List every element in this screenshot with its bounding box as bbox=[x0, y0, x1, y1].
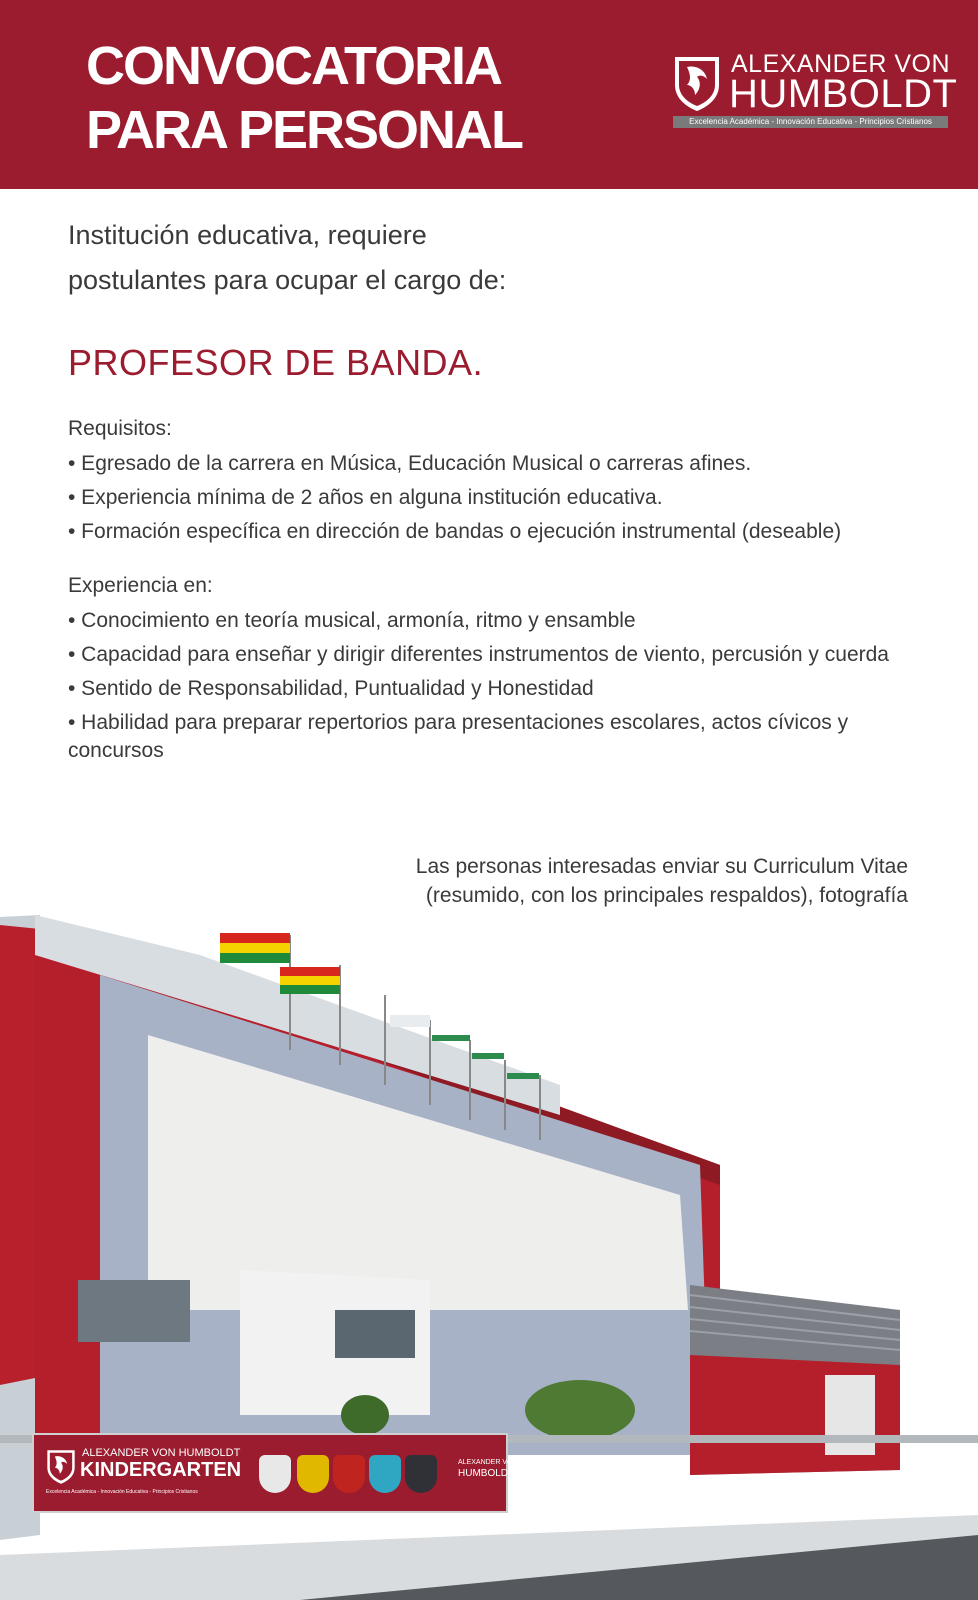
requirement-item: • Experiencia mínima de 2 años en alguna institución educativa. bbox=[68, 486, 663, 509]
right-banner-logo bbox=[444, 1449, 518, 1499]
school-badge-icon bbox=[259, 1455, 291, 1493]
requirements-heading: Requisitos: bbox=[68, 417, 172, 440]
brand-name-bottom: HUMBOLDT bbox=[729, 72, 958, 116]
page-title bbox=[86, 34, 522, 162]
kinder-name-bottom: KINDERGARTEN bbox=[80, 1459, 242, 1481]
intro-line-1: Institución educativa, requiere bbox=[68, 220, 427, 250]
school-logo bbox=[673, 50, 958, 130]
kinder-name-top: ALEXANDER VON HUMBOLDT bbox=[82, 1447, 241, 1459]
contact-line-2: (resumido, con los principales respaldos), fotografía bbox=[425, 884, 908, 907]
experience-item: • Habilidad para preparar repertorios para presentaciones escolares, actos cívicos y concursos bbox=[68, 711, 849, 762]
title-line-2: PARA PERSONAL bbox=[86, 100, 523, 160]
right-banner-name-top: ALEXANDER VON bbox=[458, 1459, 518, 1466]
position-title: PROFESOR DE BANDA. bbox=[68, 342, 484, 383]
shield-logo-icon bbox=[673, 55, 721, 113]
contact-line-1: Las personas interesadas enviar su Curriculum Vitae bbox=[415, 855, 908, 878]
kinder-tagline: Excelencia Académica - Innovación Educativa - Principios Cristianos bbox=[46, 1489, 198, 1495]
intro-line-2: postulantes para ocupar el cargo de: bbox=[68, 265, 507, 295]
brand-name-top: ALEXANDER VON bbox=[731, 50, 951, 78]
requirements-section bbox=[68, 414, 928, 546]
requirement-item: • Formación específica en dirección de bandas o ejecución instrumental (deseable) bbox=[68, 520, 842, 543]
experience-item: • Sentido de Responsabilidad, Puntualidad y Honestidad bbox=[68, 677, 594, 700]
kinder-shield-icon bbox=[46, 1449, 76, 1485]
experience-section bbox=[68, 571, 928, 765]
experience-heading: Experiencia en: bbox=[68, 574, 213, 597]
school-badge-icon bbox=[369, 1455, 401, 1493]
experience-item: • Conocimiento en teoría musical, armonía, ritmo y ensamble bbox=[68, 609, 636, 632]
school-badge-icon bbox=[405, 1455, 437, 1493]
requirement-item: • Egresado de la carrera en Música, Educación Musical o carreras afines. bbox=[68, 452, 752, 475]
brand-tagline: Excelencia Académica - Innovación Educativa - Principios Cristianos bbox=[673, 116, 948, 128]
header-banner bbox=[0, 0, 978, 189]
school-badge-icon bbox=[297, 1455, 329, 1493]
intro-text bbox=[68, 213, 628, 303]
kinder-banner bbox=[32, 1433, 518, 1513]
title-line-1: CONVOCATORIA bbox=[86, 36, 502, 96]
school-badge-icon bbox=[333, 1455, 365, 1493]
right-banner-name-bottom: HUMBOLDT bbox=[458, 1468, 515, 1479]
experience-item: • Capacidad para enseñar y dirigir diferentes instrumentos de viento, percusión y cuerda bbox=[68, 643, 889, 666]
